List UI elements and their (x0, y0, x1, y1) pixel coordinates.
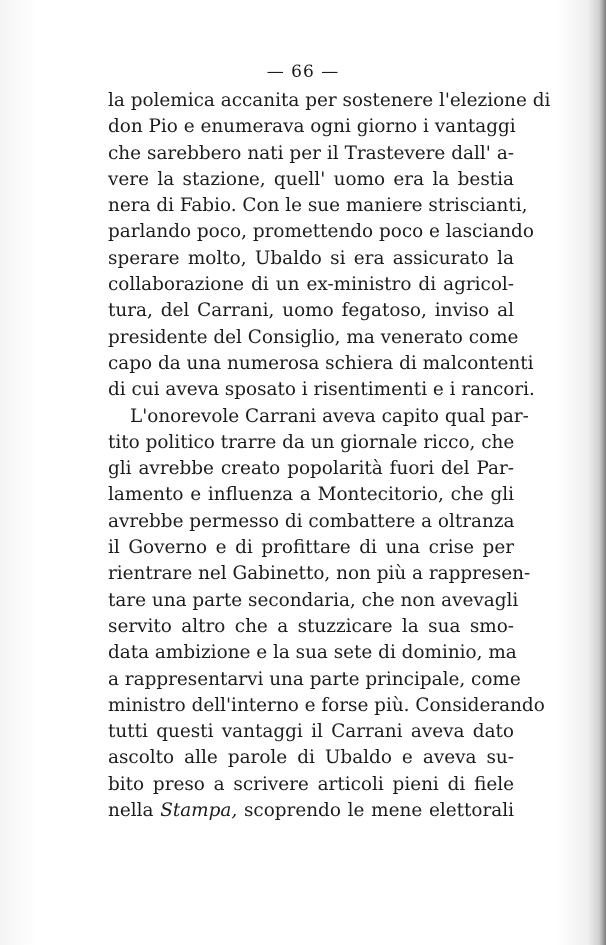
text-line: lamento e influenza a Montecitorio, che gli (108, 484, 514, 506)
text-line: bito preso a scrivere articoli pieni di fiele (108, 773, 514, 795)
text-line: don Pio e enumerava ogni giorno i vantaggi (108, 116, 516, 138)
page-number: — 66 — (266, 62, 340, 82)
text-line: la polemica accanita per sostenere l'elezione di (108, 90, 551, 111)
text-line: parlando poco, promettendo poco e lasciando (108, 221, 534, 243)
text-line: data ambizione e la sua sete di dominio, ma (108, 642, 517, 664)
text-fragment: nella (108, 800, 161, 822)
text-line: che sarebbero nati per il Trastevere dall' a- (108, 142, 514, 164)
text-line: presidente del Consiglio, ma venerato come (108, 326, 519, 348)
text-fragment: scoprendo le mene elettorali (237, 800, 514, 822)
text-line: collaborazione di un ex-ministro di agricol- (108, 274, 514, 296)
text-line: nera di Fabio. Con le sue maniere striscianti, (108, 195, 528, 217)
newspaper-title: Stampa, (160, 800, 238, 822)
text-line: tito politico trarre da un giornale ricco, che (108, 431, 515, 453)
text-line: ascolto alle parole di Ubaldo e aveva su- (108, 747, 514, 769)
page-edge-shadow (599, 0, 606, 945)
text-line: capo da una numerosa schiera di malcontenti (108, 352, 534, 374)
text-line: a rappresentarvi una parte principale, come (108, 668, 521, 690)
text-line: sperare molto, Ubaldo si era assicurato la (108, 247, 514, 269)
text-line: vere la stazione, quell' uomo era la bestia (108, 168, 514, 190)
text-line: tura, del Carrani, uomo fegatoso, inviso al (108, 300, 514, 322)
text-line: ministro dell'interno e forse più. Considerando (108, 694, 545, 716)
text-line-last (108, 798, 514, 824)
text-line: servito altro che a stuzzicare la sua smo- (108, 615, 514, 637)
text-line: il Governo e di profittare di una crise per (108, 537, 514, 559)
text-line: L'onorevole Carrani aveva capito qual par- (130, 405, 529, 427)
text-line: gli avrebbe creato popolarità fuori del Par- (108, 458, 514, 480)
text-line: tutti questi vantaggi il Carrani aveva dato (108, 721, 514, 743)
text-line: avrebbe permesso di combattere a oltranza (108, 510, 515, 532)
text-line: tare una parte secondaria, che non avevagli (108, 589, 519, 611)
text-line: rientrare nel Gabinetto, non più a rappresen- (108, 563, 531, 585)
body-text (108, 88, 551, 824)
text-line: di cui aveva sposato i risentimenti e i rancori. (108, 379, 535, 401)
